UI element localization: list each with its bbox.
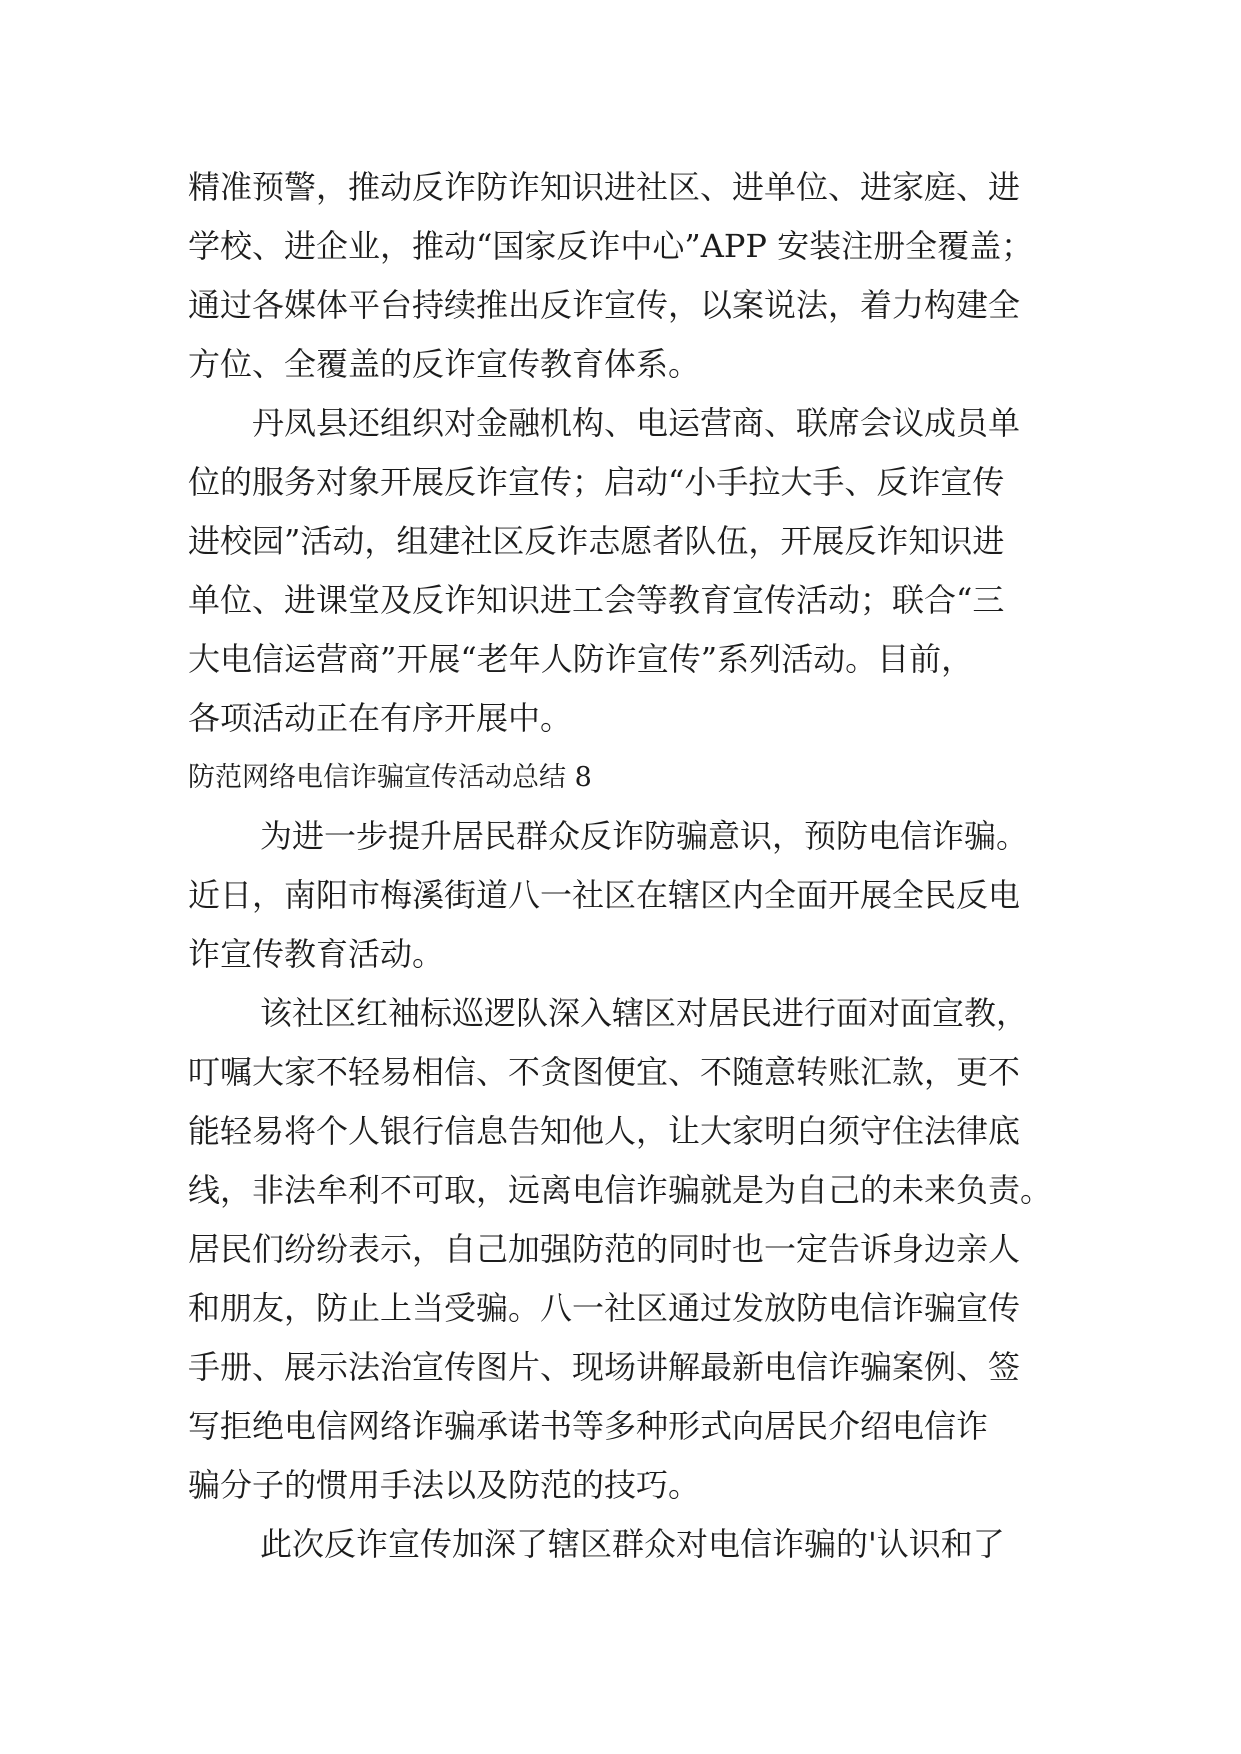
text-line: 线，非法牟利不可取，远离电信诈骗就是为自己的未来负责。 [188,1171,1053,1209]
text-line: 近日，南阳市梅溪街道八一社区在辖区内全面开展全民反电 [188,876,1021,914]
text-line: 进校园”活动，组建社区反诈志愿者队伍，开展反诈知识进 [188,522,1005,560]
text-line: 位的服务对象开展反诈宣传；启动“小手拉大手、反诈宣传 [188,463,1005,501]
paragraph-4 [188,984,1068,1515]
text-line: 为进一步提升居民群众反诈防骗意识，预防电信诈骗。 [260,817,1029,855]
paragraph-2 [188,394,1068,748]
text-line: 方位、全覆盖的反诈宣传教育体系。 [188,345,701,383]
text-line: 大电信运营商”开展“老年人防诈宣传”系列活动。目前， [188,640,974,678]
text-line: 学校、进企业，推动“国家反诈中心”APP 安装注册全覆盖； [188,227,1034,265]
text-line: 诈宣传教育活动。 [188,935,445,973]
text-line: 此次反诈宣传加深了辖区群众对电信诈骗的'认识和了 [260,1525,1005,1563]
text-line: 写拒绝电信网络诈骗承诺书等多种形式向居民介绍电信诈 [188,1407,989,1445]
section-title: 防范网络电信诈骗宣传活动总结 8 [188,762,592,793]
text-line: 骗分子的惯用手法以及防范的技巧。 [188,1466,701,1504]
text-line: 居民们纷纷表示，自己加强防范的同时也一定告诉身边亲人 [188,1230,1021,1268]
text-line: 该社区红袖标巡逻队深入辖区对居民进行面对面宣教， [260,994,1029,1032]
paragraph-1 [188,158,1068,394]
text-line: 叮嘱大家不轻易相信、不贪图便宜、不随意转账汇款，更不 [188,1053,1021,1091]
text-line: 丹凤县还组织对金融机构、电运营商、联席会议成员单 [252,404,1021,442]
paragraph-5 [188,1515,1068,1574]
section-heading [188,748,1068,807]
text-line: 单位、进课堂及反诈知识进工会等教育宣传活动；联合“三 [188,581,1005,619]
text-line: 精准预警，推动反诈防诈知识进社区、进单位、进家庭、进 [188,168,1021,206]
paragraph-3 [188,807,1068,984]
document-body [188,158,1068,1574]
text-line: 通过各媒体平台持续推出反诈宣传，以案说法，着力构建全 [188,286,1021,324]
text-line: 和朋友，防止上当受骗。八一社区通过发放防电信诈骗宣传 [188,1289,1021,1327]
text-line: 手册、展示法治宣传图片、现场讲解最新电信诈骗案例、签 [188,1348,1021,1386]
text-line: 能轻易将个人银行信息告知他人，让大家明白须守住法律底 [188,1112,1021,1150]
text-line: 各项活动正在有序开展中。 [188,699,573,737]
